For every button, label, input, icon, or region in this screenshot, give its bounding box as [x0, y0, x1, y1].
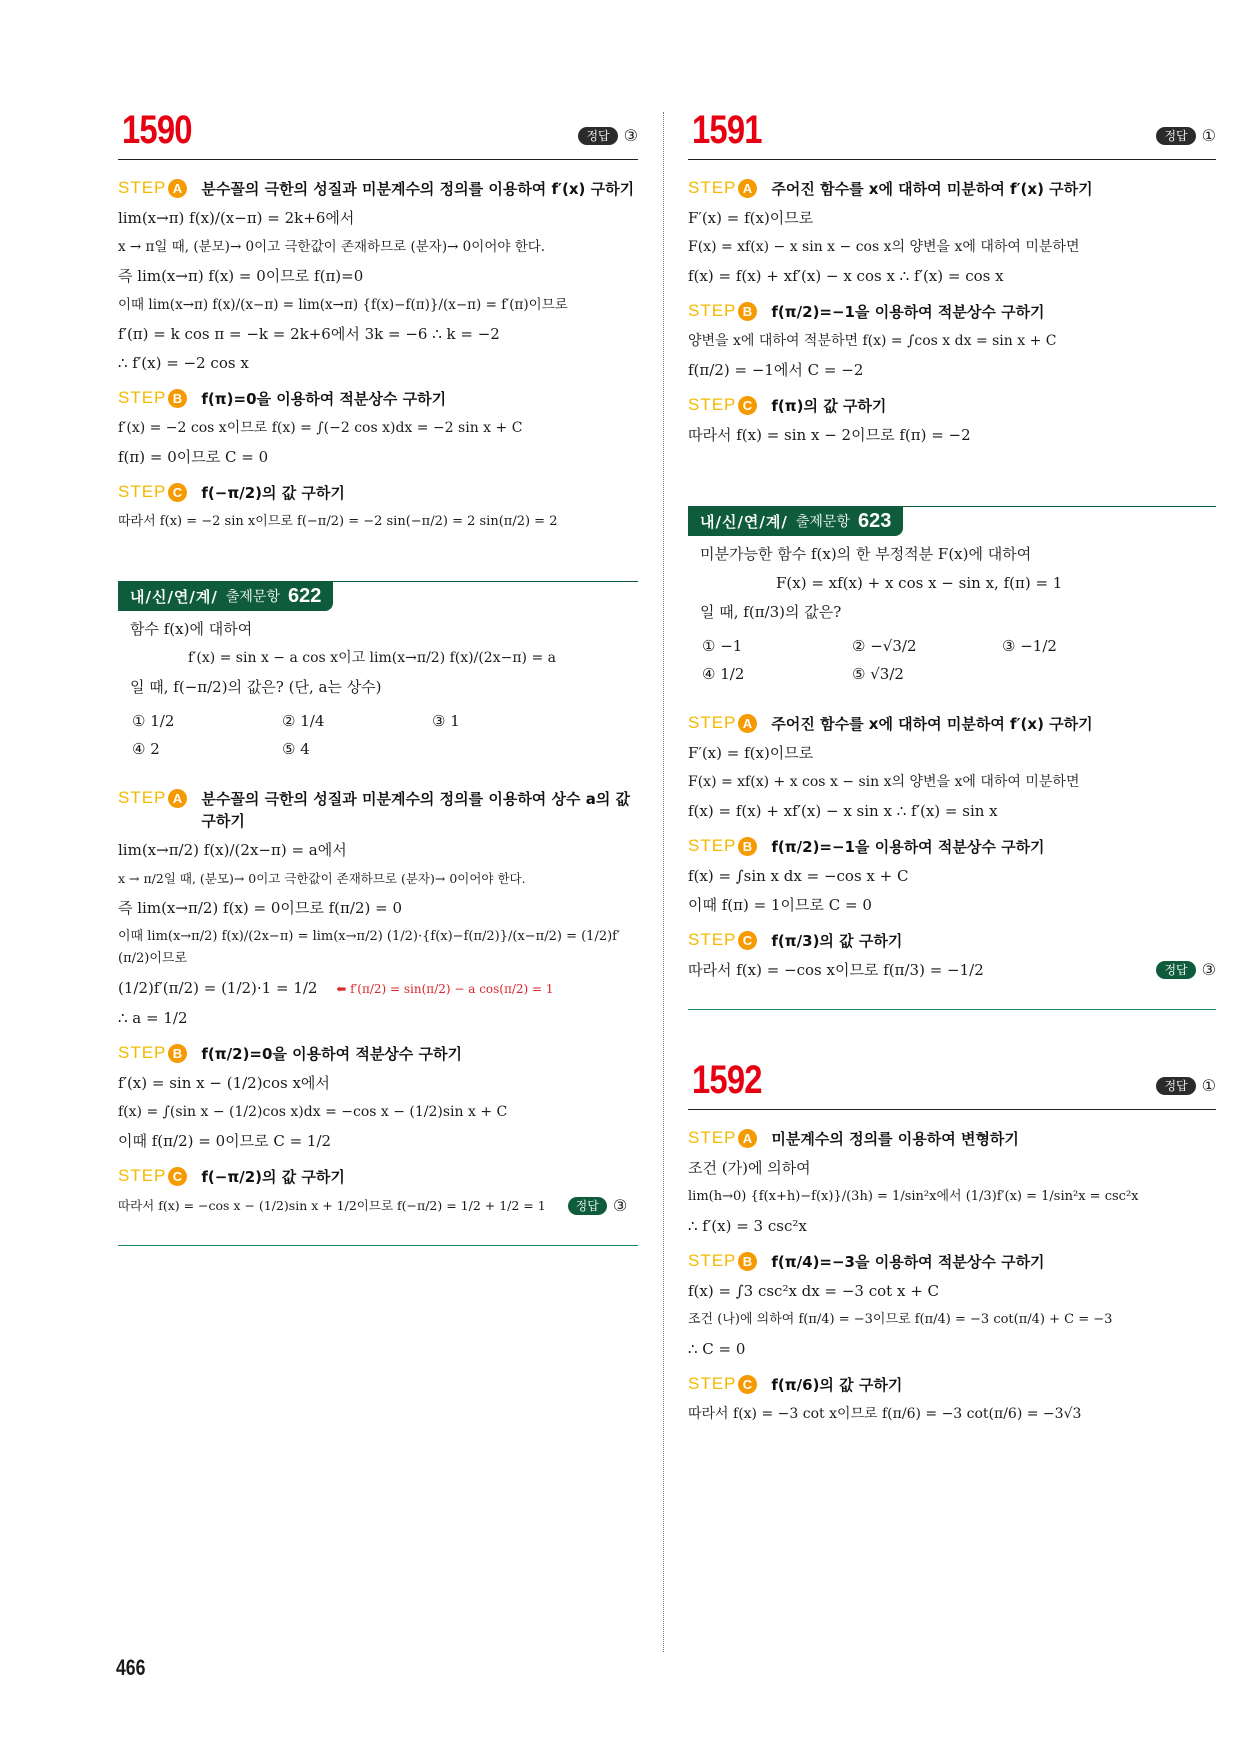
solution-line: f(x) = f(x) + xf′(x) − x sin x ∴ f′(x) = sin x	[688, 802, 998, 820]
step-title: f(−π/2)의 값 구하기	[201, 484, 345, 502]
choice-2[interactable]: ② 1/4	[282, 712, 325, 730]
related-banner	[688, 506, 903, 536]
solution-line: F′(x) = f(x)이므로	[688, 744, 814, 762]
solution-line: 이때 lim(x→π) f(x)/(x−π) = lim(x→π) {f(x)−f(π)}/(x−π) = f′(π)이므로	[118, 297, 568, 313]
step-title: f(π/2)=−1을 이용하여 적분상수 구하기	[771, 303, 1045, 321]
step-a	[118, 788, 638, 832]
step-badge-icon: C	[738, 931, 757, 950]
banner-title: 내/신/연/계/	[130, 587, 218, 606]
solution-line: F(x) = xf(x) + x cos x − sin x의 양변을 x에 대하여 미분하면	[688, 774, 1080, 790]
banner-number: 622	[287, 584, 322, 607]
step-a	[688, 1128, 1216, 1150]
solution-line: 이때 lim(x→π/2) f(x)/(2x−π) = lim(x→π/2) (1/2)·{f(x)−f(π/2)}/(x−π/2) = (1/2)f′(π/2)이므로	[118, 929, 620, 966]
step-a	[688, 713, 1216, 735]
related-problem-623	[688, 502, 1216, 1010]
answer-tag	[1156, 959, 1216, 981]
solution-line: 즉 lim(x→π) f(x) = 0이므로 f(π)=0	[118, 267, 364, 285]
step-label: STEP B	[688, 1251, 757, 1271]
solution-line: f′(π) = k cos π = −k = 2k+6에서 3k = −6 ∴ k = −2	[118, 325, 500, 343]
solution-line: 따라서 f(x) = −2 sin x이므로 f(−π/2) = −2 sin(−π/2) = 2 sin(π/2) = 2	[118, 514, 558, 529]
step-title: f(π)의 값 구하기	[771, 397, 887, 415]
step-title: 미분계수의 정의를 이용하여 변형하기	[771, 1130, 1019, 1148]
problem-number: 1590	[122, 108, 192, 152]
solution-line: x → π일 때, (분모)→ 0이고 극한값이 존재하므로 (분자)→ 0이어야 한다.	[118, 239, 546, 255]
step-c	[118, 1166, 638, 1188]
answer-tag	[1156, 126, 1216, 145]
choices	[132, 712, 638, 758]
solution-line: f′(x) = −2 cos x이므로 f(x) = ∫(−2 cos x)dx = −2 sin x + C	[118, 420, 523, 436]
step-label: STEP C	[688, 930, 757, 950]
banner-subtitle: 출제문항	[225, 589, 280, 605]
step-title: 분수꼴의 극한의 성질과 미분계수의 정의를 이용하여 상수 a의 값 구하기	[201, 790, 631, 830]
choice-1[interactable]: ① 1/2	[132, 712, 175, 730]
step-title: 분수꼴의 극한의 성질과 미분계수의 정의를 이용하여 f′(x) 구하기	[201, 180, 635, 198]
step-b	[688, 301, 1216, 323]
solution-line	[688, 959, 1216, 981]
step-label: STEP C	[118, 1166, 187, 1186]
page-number: 466	[116, 1655, 146, 1680]
solution-line: 조건 (나)에 의하여 f(π/4) = −3이므로 f(π/4) = −3 cot(π/4) + C = −3	[688, 1312, 1113, 1327]
section-end-rule	[688, 1009, 1216, 1010]
banner-number: 623	[857, 509, 892, 532]
step-c	[688, 930, 1216, 952]
solution-line: f(x) = ∫3 csc²x dx = −3 cot x + C	[688, 1282, 940, 1300]
step-label: STEP A	[688, 713, 757, 733]
problem-header	[688, 1060, 1216, 1110]
step-label: STEP A	[118, 178, 187, 198]
problem-1592	[688, 1060, 1216, 1425]
left-column	[118, 110, 638, 1246]
step-title: f(π/6)의 값 구하기	[771, 1376, 903, 1394]
answer-value: ③	[623, 126, 638, 145]
choices	[702, 637, 1216, 683]
step-label: STEP B	[118, 1043, 187, 1063]
solution-line: f(π) = 0이므로 C = 0	[118, 448, 269, 466]
solution-line: ∴ C = 0	[688, 1340, 746, 1358]
step-badge-icon: C	[168, 1167, 187, 1186]
step-title: f(π)=0을 이용하여 적분상수 구하기	[201, 390, 447, 408]
solution-line: ∴ f′(x) = 3 csc²x	[688, 1217, 807, 1235]
column-divider	[663, 112, 664, 1652]
step-label: STEP A	[688, 1128, 757, 1148]
question-line: 일 때, f(π/3)의 값은?	[700, 603, 842, 621]
solution-line: ∴ a = 1/2	[118, 1009, 188, 1027]
choice-1[interactable]: ① −1	[702, 637, 743, 655]
solution-line: 따라서 f(x) = sin x − 2이므로 f(π) = −2	[688, 426, 971, 444]
solution-line: f(x) = ∫sin x dx = −cos x + C	[688, 867, 909, 885]
banner-subtitle: 출제문항	[795, 514, 850, 530]
problem-1591	[688, 110, 1216, 446]
step-label: STEP B	[118, 388, 187, 408]
solution-line: f′(x) = sin x − (1/2)cos x에서	[118, 1074, 330, 1092]
step-c	[688, 1374, 1216, 1396]
solution-line: 이때 f(π/2) = 0이므로 C = 1/2	[118, 1132, 332, 1150]
solution-line	[118, 1195, 638, 1217]
problem-1590	[118, 110, 638, 533]
question-line: 함수 f(x)에 대하여	[130, 620, 253, 638]
related-header	[688, 502, 1216, 536]
answer-pill: 정답	[1156, 127, 1195, 145]
answer-pill: 정답	[1156, 1077, 1195, 1095]
answer-pill: 정답	[1156, 961, 1195, 979]
step-badge-icon: B	[738, 302, 757, 321]
related-banner	[118, 581, 333, 611]
solution-line: 따라서 f(x) = −3 cot x이므로 f(π/6) = −3 cot(π/6) = −3√3	[688, 1406, 1082, 1422]
question-line: 일 때, f(−π/2)의 값은? (단, a는 상수)	[130, 678, 382, 696]
step-badge-icon: C	[738, 396, 757, 415]
answer-value: ③	[612, 1196, 628, 1215]
step-badge-icon: B	[168, 1044, 187, 1063]
choice-4[interactable]: ④ 2	[132, 740, 160, 758]
step-a	[688, 178, 1216, 200]
solution-line: 양변을 x에 대하여 적분하면 f(x) = ∫cos x dx = sin x + C	[688, 333, 1057, 349]
answer-pill: 정답	[578, 127, 617, 145]
solution-line: F(x) = xf(x) − x sin x − cos x의 양변을 x에 대하여 미분하면	[688, 239, 1080, 255]
step-c	[688, 395, 1216, 417]
problem-number: 1591	[692, 108, 762, 152]
step-title: 주어진 함수를 x에 대하여 미분하여 f′(x) 구하기	[771, 180, 1093, 198]
step-label: STEP A	[688, 178, 757, 198]
solution-text: 따라서 f(x) = −cos x − (1/2)sin x + 1/2이므로 f(−π/2) = 1/2 + 1/2 = 1	[118, 1198, 546, 1213]
step-title: 주어진 함수를 x에 대하여 미분하여 f′(x) 구하기	[771, 715, 1093, 733]
choice-4[interactable]: ④ 1/2	[702, 665, 745, 683]
step-label: STEP C	[688, 1374, 757, 1394]
answer-tag	[578, 126, 638, 145]
step-title: f(π/4)=−3을 이용하여 적분상수 구하기	[771, 1253, 1045, 1271]
step-label: STEP A	[118, 788, 187, 808]
related-header	[118, 577, 638, 611]
question-line: f′(x) = sin x − a cos x이고 lim(x→π/2) f(x)/(2x−π) = a	[188, 650, 556, 666]
right-column	[688, 110, 1216, 1432]
annotation-note: ⬅ f′(π/2) = sin(π/2) − a cos(π/2) = 1	[336, 982, 554, 996]
question-line: 미분가능한 함수 f(x)의 한 부정적분 F(x)에 대하여	[700, 545, 1032, 563]
choice-3[interactable]: ③ 1	[432, 712, 460, 730]
choice-5[interactable]: ⑤ √3/2	[852, 665, 904, 683]
answer-tag	[568, 1195, 628, 1217]
solution-text: (1/2)f′(π/2) = (1/2)·1 = 1/2	[118, 979, 318, 997]
step-c	[118, 482, 638, 504]
solution-line: lim(x→π) f(x)/(x−π) = 2k+6에서	[118, 209, 355, 227]
solution-line: 조건 (가)에 의하여	[688, 1159, 811, 1177]
step-b	[688, 836, 1216, 858]
step-b	[118, 388, 638, 410]
solution-line: 이때 f(π) = 1이므로 C = 0	[688, 896, 872, 914]
banner-title: 내/신/연/계/	[700, 512, 788, 531]
section-end-rule	[118, 1245, 638, 1246]
step-title: f(π/2)=0을 이용하여 적분상수 구하기	[201, 1045, 462, 1063]
step-badge-icon: A	[738, 1129, 757, 1148]
step-badge-icon: B	[168, 389, 187, 408]
step-badge-icon: C	[738, 1375, 757, 1394]
solution-line: f(x) = f(x) + xf′(x) − x cos x ∴ f′(x) = cos x	[688, 267, 1004, 285]
problem-number: 1592	[692, 1058, 762, 1102]
problem-header	[118, 110, 638, 160]
solution-line: 즉 lim(x→π/2) f(x) = 0이므로 f(π/2) = 0	[118, 899, 402, 917]
solution-line	[118, 977, 638, 1000]
solution-line: lim(h→0) {f(x+h)−f(x)}/(3h) = 1/sin²x에서 (1/3)f′(x) = 1/sin²x = csc²x	[688, 1189, 1139, 1204]
question-line: F(x) = xf(x) + x cos x − sin x, f(π) = 1	[776, 574, 1063, 592]
answer-value: ③	[1201, 960, 1216, 979]
solution-line: x → π/2일 때, (분모)→ 0이고 극한값이 존재하므로 (분자)→ 0이어야 한다.	[118, 871, 526, 886]
solution-line: f(π/2) = −1에서 C = −2	[688, 361, 864, 379]
step-title: f(π/2)=−1을 이용하여 적분상수 구하기	[771, 838, 1045, 856]
answer-value: ①	[1201, 126, 1216, 145]
solution-line: ∴ f′(x) = −2 cos x	[118, 354, 249, 372]
answer-pill: 정답	[568, 1197, 607, 1215]
step-badge-icon: B	[738, 837, 757, 856]
step-label: STEP B	[688, 301, 757, 321]
step-b	[118, 1043, 638, 1065]
step-badge-icon: A	[168, 789, 187, 808]
solution-text: 따라서 f(x) = −cos x이므로 f(π/3) = −1/2	[688, 961, 984, 979]
solution-line: lim(x→π/2) f(x)/(2x−π) = a에서	[118, 841, 347, 859]
choice-3[interactable]: ③ −1/2	[1002, 637, 1057, 655]
related-problem-622	[118, 577, 638, 1246]
answer-tag	[1156, 1076, 1216, 1095]
step-badge-icon: B	[738, 1252, 757, 1271]
step-label: STEP C	[118, 482, 187, 502]
step-a	[118, 178, 638, 200]
step-b	[688, 1251, 1216, 1273]
step-title: f(π/3)의 값 구하기	[771, 932, 903, 950]
choice-5[interactable]: ⑤ 4	[282, 740, 310, 758]
step-badge-icon: C	[168, 483, 187, 502]
answer-value: ①	[1201, 1076, 1216, 1095]
problem-header	[688, 110, 1216, 160]
step-badge-icon: A	[738, 714, 757, 733]
step-badge-icon: A	[738, 179, 757, 198]
choice-2[interactable]: ② −√3/2	[852, 637, 917, 655]
step-title: f(−π/2)의 값 구하기	[201, 1168, 345, 1186]
solution-line: F′(x) = f(x)이므로	[688, 209, 814, 227]
step-badge-icon: A	[168, 179, 187, 198]
step-label: STEP C	[688, 395, 757, 415]
solution-line: f(x) = ∫(sin x − (1/2)cos x)dx = −cos x − (1/2)sin x + C	[118, 1104, 508, 1120]
step-label: STEP B	[688, 836, 757, 856]
